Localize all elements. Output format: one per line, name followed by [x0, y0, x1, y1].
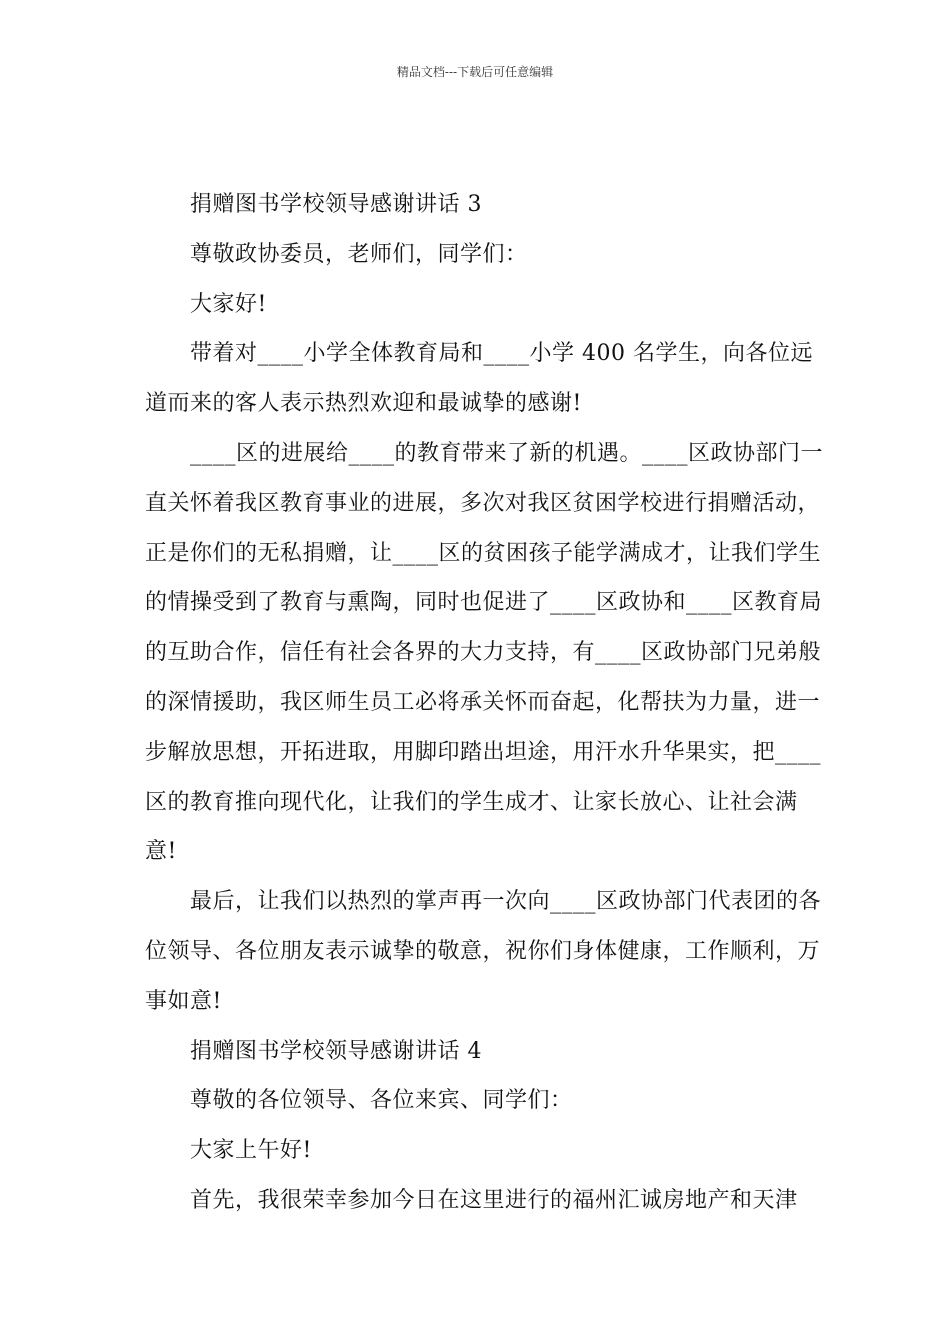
closing-paragraph: 最后，让我们以热烈的掌声再一次向____区政协部门代表团的各位领导、各位朋友表示诚挚的敬意，祝你们身体健康，工作顺利，万事如意!: [145, 889, 822, 1014]
greeting: 大家上午好!: [190, 1138, 312, 1164]
body-paragraph: ____区的进展给____的教育带来了新的机遇。____区政协部门一直关怀着我区教育事业的进展，多次对我区贫困学校进行捐赠活动，正是你们的无私捐赠，让____区的贫困孩子能学满成才，让我们学生的情操受到了教育与熏陶，同时也促进了____区政协和____区教育局的互助合作，信任有社会各界的大力支持，有____区政协部门兄弟般的深情援助，我区师生员工必将承关怀而奋起，化帮扶为力量，进一步解放思想，开拓进取，用脚印踏出坦途，用汗水升华果实，把____区的教育推向现代化，让我们的学生成才、让家长放心、让社会满意!: [145, 440, 824, 865]
page-header: 精品文档---下载后可任意编辑: [396, 65, 554, 79]
speech-title-4: 捐赠图书学校领导感谢讲话 4: [190, 1038, 482, 1064]
body-paragraph: 带着对____小学全体教育局和____小学 400 名学生，向各位远道而来的客人表示热烈欢迎和最诚挚的感谢!: [145, 341, 813, 417]
salutation: 尊敬的各位领导、各位来宾、同学们：: [190, 1088, 573, 1114]
greeting: 大家好!: [190, 291, 267, 317]
salutation: 尊敬政协委员，老师们，同学们：: [190, 241, 528, 267]
document-body: [145, 180, 825, 1226]
body-paragraph: 首先，我很荣幸参加今日在这里进行的福州汇诚房地产和天津: [190, 1187, 798, 1213]
speech-title-3: 捐赠图书学校领导感谢讲话 3: [190, 192, 482, 217]
